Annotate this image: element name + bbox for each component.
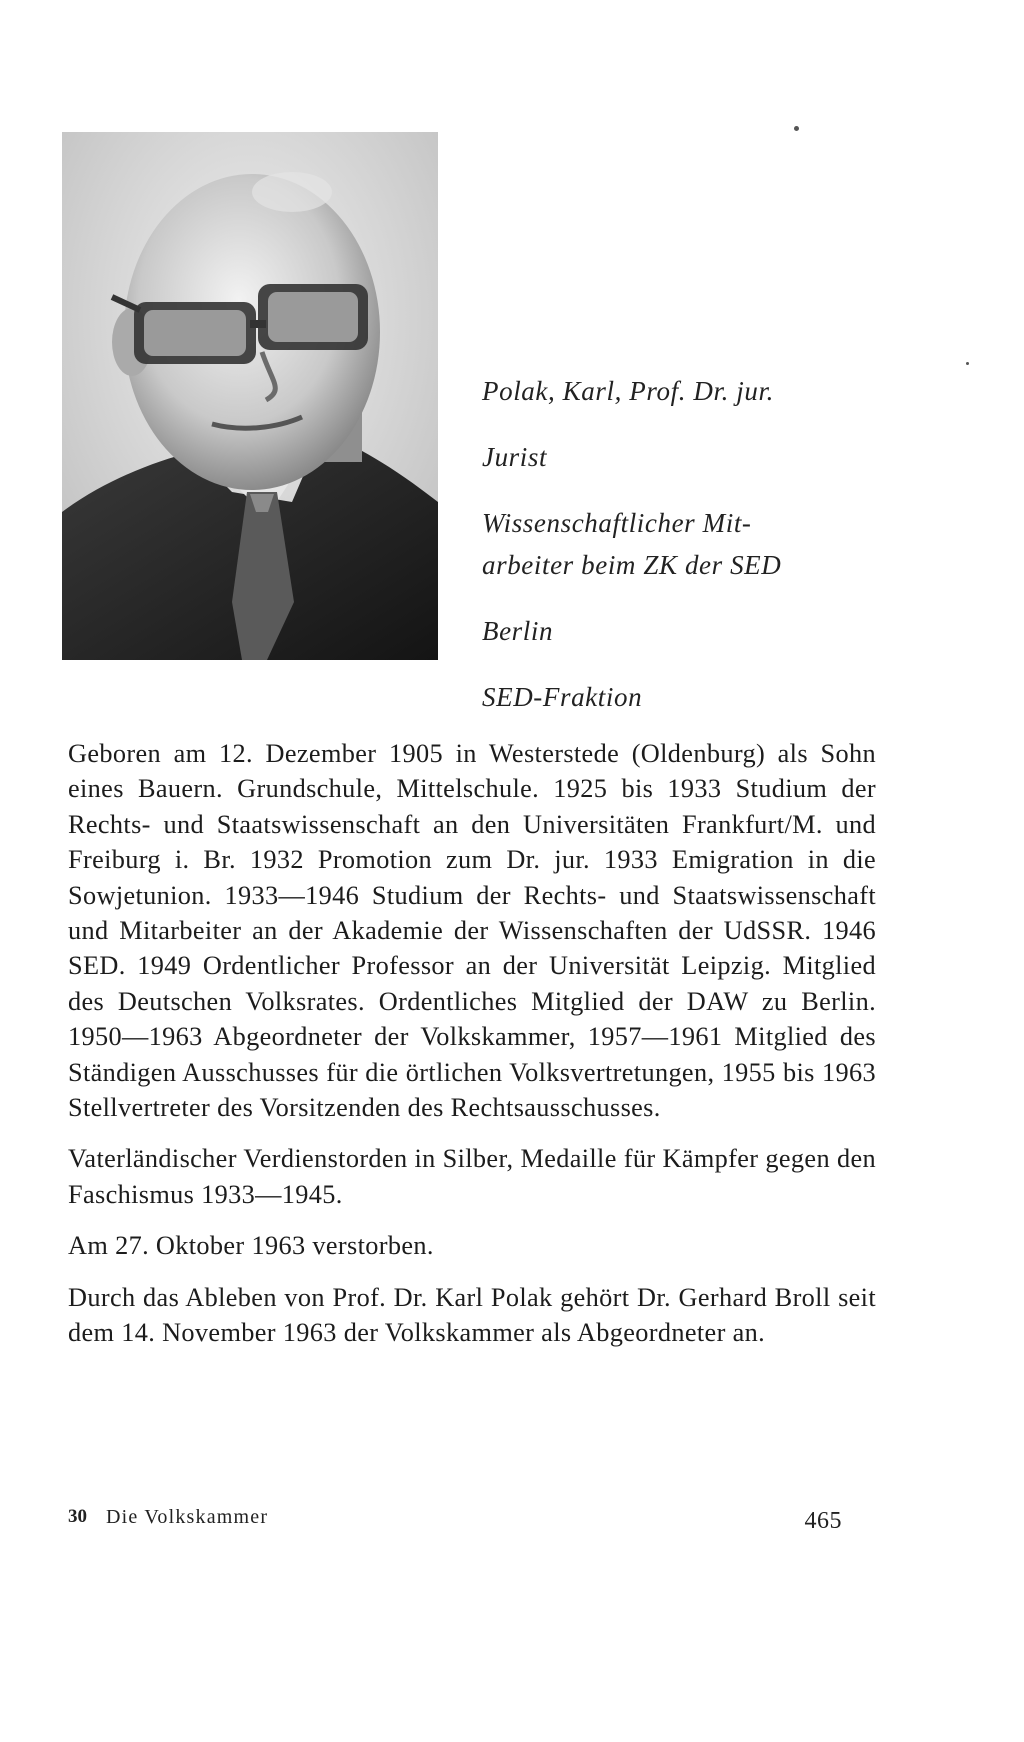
biography-paragraph: Geboren am 12. Dezember 1905 in Westerstede (Oldenburg) als Sohn eines Bauern. Grundschule, Mittelschule. 1925 bis 1933 Studium der Rechts- und Staatswissenschaft an den Universitäten Frankfurt/M. und Freiburg i. Br. 1932 Promotion zum Dr. jur. 1933 Emigration in die Sowjetunion. 1933—1946 Studium der Rechts- und Staatswissenschaft und Mitarbeiter an der Akademie der Wissenschaften der UdSSR. 1946 SED. 1949 Ordentlicher Professor an der Universität Leipzig. Mitglied des Deutschen Volksrates. Ordentliches Mitglied der DAW zu Berlin. 1950—1963 Abgeordneter der Volkskammer, 1957—1961 Mitglied des Ständigen Ausschusses für die örtlichen Volksvertretungen, 1955 bis 1963 Stellvertreter des Vorsitzenden des Rechtsausschusses.	[68, 739, 876, 1123]
profession: Jurist	[482, 442, 548, 472]
biography-paragraph: Durch das Ableben von Prof. Dr. Karl Polak gehört Dr. Gerhard Broll seit dem 14. November 1963 der Volkskammer als Abgeordneter an.	[68, 1282, 876, 1348]
biography	[68, 736, 876, 1367]
position: Wissenschaftlicher Mit- arbeiter beim ZK der SED	[482, 508, 782, 580]
city: Berlin	[482, 616, 554, 646]
portrait-photo-icon	[62, 132, 438, 660]
biography-paragraph: Vaterländischer Verdienstorden in Silber, Medaille für Kämpfer gegen den Faschismus 1933—1945.	[68, 1144, 876, 1209]
print-speck	[966, 362, 969, 365]
caption	[482, 370, 882, 742]
portrait-photo	[62, 132, 438, 660]
page-footer	[68, 1500, 848, 1540]
biography-paragraph: Am 27. Oktober 1963 verstorben.	[68, 1231, 434, 1261]
signature-mark: 30	[68, 1506, 87, 1527]
person-name: Polak, Karl, Prof. Dr. jur.	[482, 376, 774, 406]
print-speck	[794, 126, 799, 131]
page-number: 465	[804, 1508, 842, 1534]
journal-title: Die Volkskammer	[106, 1506, 269, 1528]
faction: SED-Fraktion	[482, 682, 643, 712]
